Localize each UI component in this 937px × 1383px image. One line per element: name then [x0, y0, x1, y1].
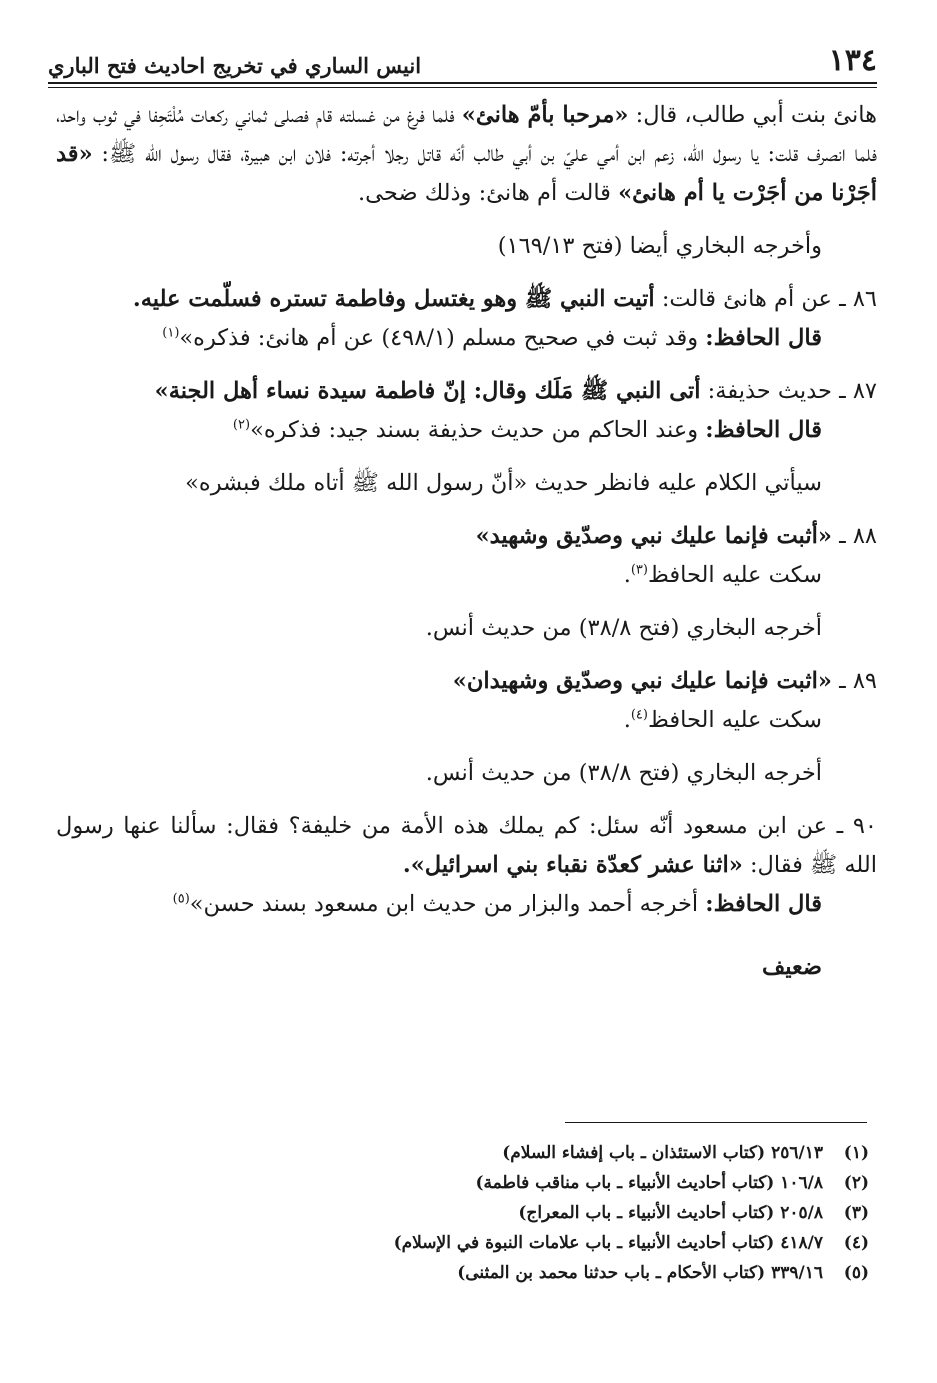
- page-number: ١٣٤: [828, 43, 877, 78]
- takhrij-88: أخرجه البخاري (فتح ٣٨/٨) من حديث أنس.: [425, 615, 822, 641]
- hadith-number: ٨٩ ـ: [831, 668, 877, 694]
- hadith-number: ٩٠ ـ: [827, 813, 877, 839]
- hafiz-note-87: قال الحافظ: وعند الحاكم من حديث حذيفة بسند جيد: فذكره»$^{(٢)}$: [232, 417, 822, 443]
- silent-note-88: سكت عليه الحافظ$^{(٣)}$.: [623, 562, 822, 588]
- footnote-ref[interactable]: (٤): [630, 707, 648, 723]
- footnotes: [120, 1138, 869, 1288]
- running-title: انيس الساري في تخريج احاديث فتح الباري: [48, 53, 422, 78]
- hadith-85-continuation: هانئ بنت أبي طالب، قال: «مرحبا بأمّ هانئ» فلما فرغ من غسلته قام فصلى ثماني ركعات مُلْتَحِفا في ثوب واحد، فلما انصرف قلت: يا رسول الله، زعم ابن أمي عليّ بن أبي طالب أنّه قاتل رجلا أجرته: فلان ابن هبيرة، فقال رسول الله ﷺ: «قد أجَرْنا من أجَرْت يا أم هانئ» قالت أم هانئ: وذلك ضحى.: [56, 102, 877, 206]
- footnote-text: ٢٥٦/١٣ (كتاب الاستئذان ـ باب إفشاء السلام): [502, 1143, 823, 1163]
- footnote-text: ٣٣٩/١٦ (كتاب الأحكام ـ باب حدثنا محمد بن المثنى): [457, 1263, 823, 1283]
- grade-label: ضعيف: [761, 954, 822, 980]
- page-header: [48, 38, 877, 78]
- footnote-item: [120, 1258, 869, 1288]
- hadith-90: ٩٠ ـ عن ابن مسعود أنّه سئل: كم يملك هذه الأمة من خليفة؟ فقال: سألنا عنها رسول الله ﷺ فقال: «اثنا عشر كعدّة نقباء بني اسرائيل».: [56, 813, 877, 878]
- hadith-87: ٨٧ ـ حديث حذيفة: أتى النبي ﷺ مَلَك وقال: إنّ فاطمة سيدة نساء أهل الجنة»: [154, 378, 877, 404]
- hafiz-note-90: قال الحافظ: أخرجه أحمد والبزار من حديث ابن مسعود بسند حسن»$^{(٥)}$: [172, 891, 822, 917]
- header-rule: [48, 82, 877, 84]
- footnote-mark: (٥): [843, 1263, 869, 1283]
- hadith-number: ٨٧ ـ: [831, 378, 877, 404]
- takhrij-line: وأخرجه البخاري أيضا (فتح ١٦٩/١٣): [497, 233, 822, 259]
- footnote-mark: (٤): [843, 1233, 869, 1253]
- takhrij-89: أخرجه البخاري (فتح ٣٨/٨) من حديث أنس.: [425, 760, 822, 786]
- header-rule-thin: [48, 87, 877, 88]
- footnote-text: ٤١٨/٧ (كتاب أحاديث الأنبياء ـ باب علامات النبوة في الإسلام): [393, 1233, 823, 1253]
- silent-note-89: سكت عليه الحافظ$^{(٤)}$.: [623, 707, 822, 733]
- hadith-89: ٨٩ ـ «اثبت فإنما عليك نبي وصدّيق وشهيدان»: [452, 668, 877, 694]
- footnote-ref[interactable]: (٢): [232, 417, 251, 433]
- footnote-ref[interactable]: (٣): [630, 562, 648, 578]
- page-body: [56, 96, 877, 987]
- footnote-separator: [565, 1122, 867, 1123]
- footnote-item: [120, 1138, 869, 1168]
- footnote-mark: (٣): [843, 1203, 869, 1223]
- footnote-item: [120, 1198, 869, 1228]
- footnote-ref[interactable]: (١): [162, 325, 180, 341]
- hafiz-note-86: قال الحافظ: وقد ثبت في صحيح مسلم (٤٩٨/١) عن أم هانئ: فذكره»$^{(١)}$: [162, 325, 822, 351]
- footnote-item: [120, 1168, 869, 1198]
- footnote-ref[interactable]: (٥): [172, 891, 190, 907]
- footnote-text: ٢٠٥/٨ (كتاب أحاديث الأنبياء ـ باب المعراج): [518, 1203, 823, 1223]
- footnote-text: ١٠٦/٨ (كتاب أحاديث الأنبياء ـ باب مناقب فاطمة): [475, 1173, 823, 1193]
- footnote-mark: (١): [843, 1143, 869, 1163]
- hadith-86: ٨٦ ـ عن أم هانئ قالت: أتيت النبي ﷺ وهو يغتسل وفاطمة تستره فسلّمت عليه.: [132, 286, 877, 312]
- footnote-mark: (٢): [843, 1173, 869, 1193]
- footnote-item: [120, 1228, 869, 1258]
- hadith-number: ٨٨ ـ: [831, 523, 877, 549]
- cross-reference-87: سيأتي الكلام عليه فانظر حديث «أنّ رسول الله ﷺ أتاه ملك فبشره»: [185, 470, 822, 496]
- hadith-number: ٨٦ ـ: [831, 286, 877, 312]
- hadith-88: ٨٨ ـ «أثبت فإنما عليك نبي وصدّيق وشهيد»: [475, 523, 877, 549]
